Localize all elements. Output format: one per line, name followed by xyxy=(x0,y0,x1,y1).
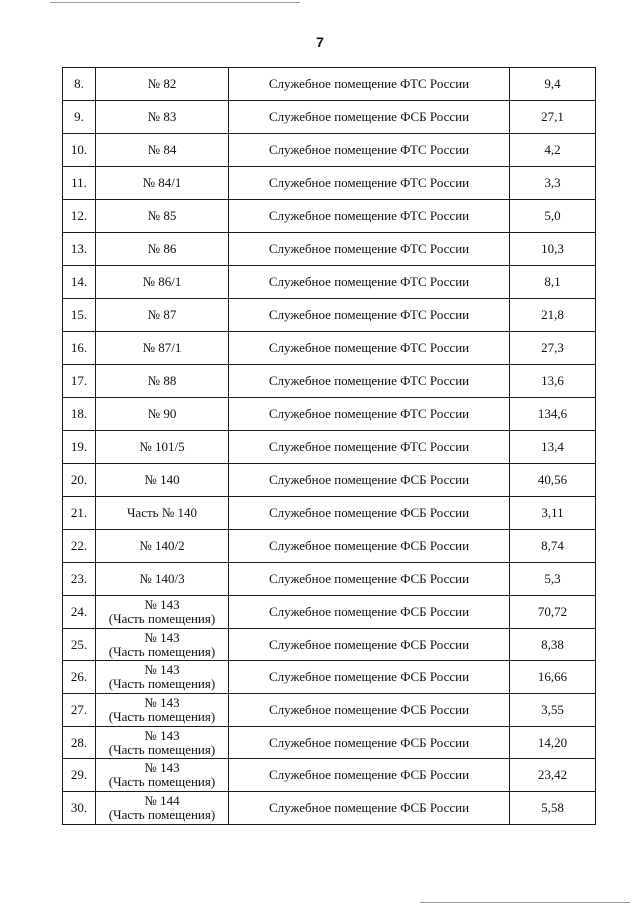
table-row xyxy=(63,628,596,661)
room-number: № 140/2 xyxy=(139,538,185,553)
room-description: Служебное помещение ФТС России xyxy=(229,332,510,365)
room-cell xyxy=(96,398,229,431)
room-area: 23,42 xyxy=(510,759,596,792)
room-number: № 143 xyxy=(144,596,180,612)
table-row xyxy=(63,233,596,266)
table-row xyxy=(63,464,596,497)
room-number: № 143 xyxy=(144,629,180,645)
table-row xyxy=(63,530,596,563)
row-number: 30. xyxy=(63,792,96,825)
room-description: Служебное помещение ФТС России xyxy=(229,299,510,332)
room-number: № 85 xyxy=(147,208,177,223)
room-cell xyxy=(96,628,229,661)
table-row xyxy=(63,101,596,134)
room-cell xyxy=(96,726,229,759)
room-area: 4,2 xyxy=(510,134,596,167)
room-description: Служебное помещение ФСБ России xyxy=(229,101,510,134)
room-number: № 143 xyxy=(144,694,180,710)
row-number: 8. xyxy=(63,68,96,101)
room-note: (Часть помещения) xyxy=(108,610,216,626)
row-number: 19. xyxy=(63,431,96,464)
scan-artifact-top xyxy=(50,2,300,3)
room-note: (Часть помещения) xyxy=(108,774,216,790)
table-row xyxy=(63,200,596,233)
room-description: Служебное помещение ФСБ России xyxy=(229,661,510,694)
room-number: № 82 xyxy=(147,76,177,91)
room-cell xyxy=(96,332,229,365)
row-number: 13. xyxy=(63,233,96,266)
room-description: Служебное помещение ФТС России xyxy=(229,167,510,200)
room-description: Служебное помещение ФСБ России xyxy=(229,464,510,497)
room-number: № 88 xyxy=(147,373,177,388)
room-area: 5,3 xyxy=(510,563,596,596)
room-cell xyxy=(96,661,229,694)
room-area: 8,38 xyxy=(510,628,596,661)
table-row xyxy=(63,726,596,759)
table-row xyxy=(63,299,596,332)
room-cell xyxy=(96,497,229,530)
room-note: (Часть помещения) xyxy=(108,806,216,822)
room-area: 27,3 xyxy=(510,332,596,365)
room-area: 9,4 xyxy=(510,68,596,101)
room-area: 8,1 xyxy=(510,266,596,299)
table-row xyxy=(63,68,596,101)
room-cell xyxy=(96,167,229,200)
room-number: № 143 xyxy=(144,760,180,776)
room-area: 70,72 xyxy=(510,596,596,629)
room-number: Часть № 140 xyxy=(126,505,197,520)
room-number: № 84 xyxy=(147,142,177,157)
room-area: 40,56 xyxy=(510,464,596,497)
premises-table xyxy=(62,67,596,825)
room-number: № 86 xyxy=(147,241,177,256)
room-cell xyxy=(96,299,229,332)
room-note: (Часть помещения) xyxy=(108,643,216,659)
room-description: Служебное помещение ФСБ России xyxy=(229,596,510,629)
premises-table-body xyxy=(63,68,596,825)
table-row xyxy=(63,431,596,464)
room-cell xyxy=(96,759,229,792)
table-row xyxy=(63,759,596,792)
room-description: Служебное помещение ФТС России xyxy=(229,68,510,101)
room-description: Служебное помещение ФСБ России xyxy=(229,792,510,825)
room-number: № 143 xyxy=(144,662,180,678)
room-cell xyxy=(96,365,229,398)
row-number: 21. xyxy=(63,497,96,530)
room-description: Служебное помещение ФТС России xyxy=(229,134,510,167)
room-description: Служебное помещение ФСБ России xyxy=(229,628,510,661)
table-row xyxy=(63,563,596,596)
row-number: 14. xyxy=(63,266,96,299)
room-cell xyxy=(96,792,229,825)
room-description: Служебное помещение ФТС России xyxy=(229,266,510,299)
room-number: № 101/5 xyxy=(139,439,185,454)
room-cell xyxy=(96,101,229,134)
scan-artifact-bottom xyxy=(420,902,630,903)
room-number: № 86/1 xyxy=(142,274,182,289)
room-cell xyxy=(96,563,229,596)
row-number: 10. xyxy=(63,134,96,167)
row-number: 26. xyxy=(63,661,96,694)
room-note: (Часть помещения) xyxy=(108,676,216,692)
room-cell xyxy=(96,200,229,233)
room-cell xyxy=(96,233,229,266)
room-cell xyxy=(96,530,229,563)
table-row xyxy=(63,661,596,694)
room-description: Служебное помещение ФСБ России xyxy=(229,759,510,792)
room-description: Служебное помещение ФТС России xyxy=(229,200,510,233)
room-number: № 140/3 xyxy=(139,571,185,586)
room-area: 16,66 xyxy=(510,661,596,694)
room-description: Служебное помещение ФСБ России xyxy=(229,497,510,530)
room-number: № 87 xyxy=(147,307,177,322)
table-row xyxy=(63,332,596,365)
row-number: 12. xyxy=(63,200,96,233)
row-number: 11. xyxy=(63,167,96,200)
room-cell xyxy=(96,596,229,629)
room-description: Служебное помещение ФТС России xyxy=(229,431,510,464)
row-number: 15. xyxy=(63,299,96,332)
table-row xyxy=(63,134,596,167)
room-area: 14,20 xyxy=(510,726,596,759)
room-cell xyxy=(96,431,229,464)
table-row xyxy=(63,596,596,629)
room-description: Служебное помещение ФСБ России xyxy=(229,694,510,727)
room-number: № 140 xyxy=(144,472,180,487)
row-number: 22. xyxy=(63,530,96,563)
room-area: 134,6 xyxy=(510,398,596,431)
row-number: 17. xyxy=(63,365,96,398)
room-area: 27,1 xyxy=(510,101,596,134)
row-number: 9. xyxy=(63,101,96,134)
room-description: Служебное помещение ФСБ России xyxy=(229,726,510,759)
room-area: 10,3 xyxy=(510,233,596,266)
room-area: 13,4 xyxy=(510,431,596,464)
room-number: № 144 xyxy=(144,792,180,808)
row-number: 29. xyxy=(63,759,96,792)
row-number: 27. xyxy=(63,694,96,727)
table-row xyxy=(63,792,596,825)
table-row xyxy=(63,365,596,398)
room-description: Служебное помещение ФТС России xyxy=(229,365,510,398)
room-description: Служебное помещение ФСБ России xyxy=(229,563,510,596)
room-note: (Часть помещения) xyxy=(108,741,216,757)
page-number: 7 xyxy=(316,34,324,50)
room-cell xyxy=(96,134,229,167)
room-description: Служебное помещение ФТС России xyxy=(229,398,510,431)
room-area: 5,0 xyxy=(510,200,596,233)
room-area: 3,55 xyxy=(510,694,596,727)
row-number: 23. xyxy=(63,563,96,596)
row-number: 24. xyxy=(63,596,96,629)
room-description: Служебное помещение ФСБ России xyxy=(229,530,510,563)
table-row xyxy=(63,694,596,727)
room-cell xyxy=(96,464,229,497)
table-row xyxy=(63,266,596,299)
room-number: № 90 xyxy=(147,406,177,421)
room-area: 21,8 xyxy=(510,299,596,332)
room-note: (Часть помещения) xyxy=(108,708,216,724)
room-cell xyxy=(96,68,229,101)
row-number: 16. xyxy=(63,332,96,365)
room-cell xyxy=(96,266,229,299)
room-area: 3,11 xyxy=(510,497,596,530)
row-number: 28. xyxy=(63,726,96,759)
room-area: 3,3 xyxy=(510,167,596,200)
room-number: № 83 xyxy=(147,109,177,124)
table-row xyxy=(63,497,596,530)
room-description: Служебное помещение ФТС России xyxy=(229,233,510,266)
room-number: № 84/1 xyxy=(142,175,182,190)
room-number: № 87/1 xyxy=(142,340,182,355)
room-cell xyxy=(96,694,229,727)
room-area: 8,74 xyxy=(510,530,596,563)
row-number: 25. xyxy=(63,628,96,661)
room-area: 13,6 xyxy=(510,365,596,398)
row-number: 18. xyxy=(63,398,96,431)
row-number: 20. xyxy=(63,464,96,497)
room-area: 5,58 xyxy=(510,792,596,825)
table-row xyxy=(63,167,596,200)
table-row xyxy=(63,398,596,431)
room-number: № 143 xyxy=(144,727,180,743)
